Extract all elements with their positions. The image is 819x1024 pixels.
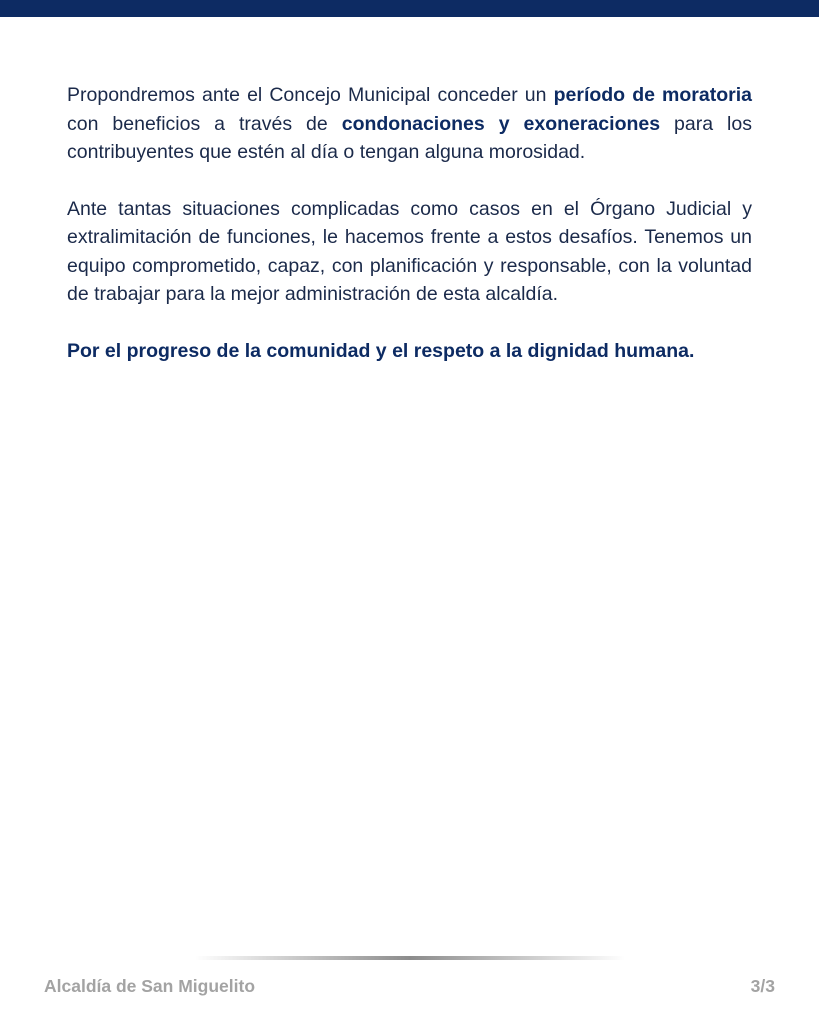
paragraph-text: Propondremos ante el Concejo Municipal conceder un [67, 84, 554, 106]
paragraph-text: para los contribuyentes que estén al día o tengan alguna morosidad. [67, 112, 752, 163]
challenges-paragraph: Ante tantas situaciones complicadas como casos en el Órgano Judicial y extralimitación de funciones, le hacemos frente a estos desafíos. Tenemos un equipo comprometido, capaz, con planificación y responsable, con la voluntad de trabajar para la mejor administración de esta alcaldía. [67, 197, 752, 305]
footer-organization: Alcaldía de San Miguelito [44, 976, 256, 996]
emphasis-condonations: condonaciones y exoneraciones [341, 112, 661, 135]
page-indicator: 3/3 [750, 976, 775, 996]
emphasis-moratorium: período de moratoria [553, 84, 752, 106]
header-bar [0, 0, 819, 17]
paragraph-text: con beneficios a través de [67, 112, 342, 135]
document-body [67, 81, 752, 365]
moratorium-paragraph [67, 81, 752, 167]
footer-divider [195, 956, 625, 960]
slogan: Por el progreso de la comunidad y el respeto a la dignidad humana. [67, 339, 695, 362]
